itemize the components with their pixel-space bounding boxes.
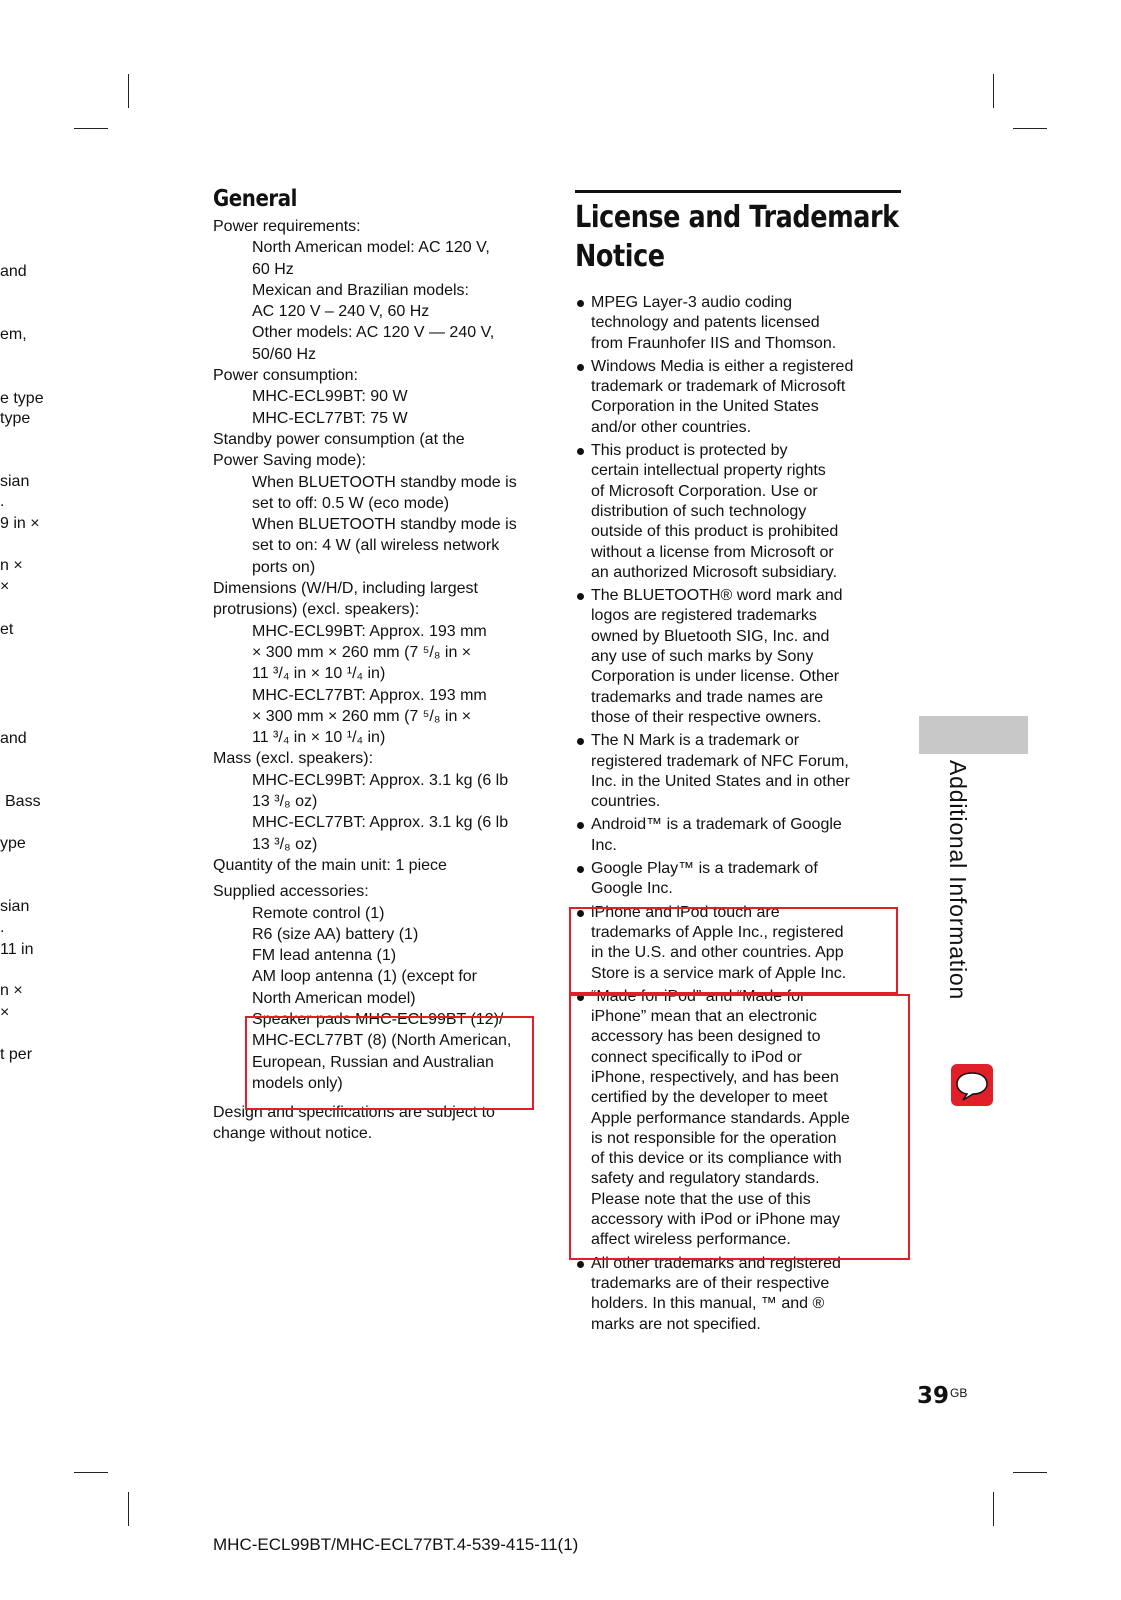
spec-value-line: × 300 mm × 260 mm (7 ⁵/₈ in × bbox=[252, 707, 472, 725]
spec-value-line: MHC-ECL77BT (8) (North American, bbox=[252, 1032, 512, 1050]
spec-value-line: AM loop antenna (1) (except for bbox=[252, 968, 478, 986]
bullet-dot-icon bbox=[577, 738, 584, 745]
bullet-line: “Made for iPod” and “Made for bbox=[591, 987, 806, 1005]
bullet-line: outside of this product is prohibited bbox=[591, 523, 839, 541]
spec-value-line: R6 (size AA) battery (1) bbox=[252, 925, 419, 943]
bullet-line: distribution of such technology bbox=[591, 502, 807, 520]
cut-off-text-fragment: and bbox=[0, 730, 27, 747]
bullet-line: an authorized Microsoft subsidiary. bbox=[591, 563, 838, 581]
closing-line: change without notice. bbox=[213, 1125, 373, 1143]
bullet-dot-icon bbox=[577, 1261, 584, 1268]
bullet-line: Store is a service mark of Apple Inc. bbox=[591, 964, 847, 982]
spec-value-line: North American model) bbox=[252, 989, 416, 1007]
bullet-line: registered trademark of NFC Forum, bbox=[591, 752, 849, 770]
trademark-bullet bbox=[575, 586, 905, 728]
bullet-line: and/or other countries. bbox=[591, 418, 752, 436]
cut-off-text-fragment: × bbox=[0, 578, 10, 595]
spec-value-line: MHC-ECL99BT: 90 W bbox=[252, 388, 408, 406]
cut-off-text-fragment: ype bbox=[0, 835, 26, 852]
cut-off-text-fragment: n × bbox=[0, 982, 23, 999]
crop-mark bbox=[74, 128, 108, 129]
trademark-bullet bbox=[575, 357, 905, 438]
general-specifications bbox=[213, 186, 543, 1144]
crop-mark bbox=[993, 1492, 994, 1526]
cut-off-text-fragment: 9 in × bbox=[0, 515, 40, 532]
spec-value-line: 11 ³/₄ in × 10 ¹/₄ in) bbox=[252, 665, 386, 683]
spec-value-line: set to off: 0.5 W (eco mode) bbox=[252, 494, 450, 512]
bullet-line: accessory has been designed to bbox=[591, 1028, 821, 1046]
bullet-line: of this device or its compliance with bbox=[591, 1150, 842, 1168]
spec-value-line: × 300 mm × 260 mm (7 ⁵/₈ in × bbox=[252, 643, 472, 661]
spec-value-line: Mexican and Brazilian models: bbox=[252, 281, 469, 299]
cut-off-text-fragment: n × bbox=[0, 557, 23, 574]
bullet-line: Google Play™ is a trademark of bbox=[591, 860, 818, 878]
spec-value-line: When BLUETOOTH standby mode is bbox=[252, 473, 517, 491]
bullet-line: is not responsible for the operation bbox=[591, 1129, 837, 1147]
spec-value-line: FM lead antenna (1) bbox=[252, 947, 397, 965]
bullet-line: trademarks of Apple Inc., registered bbox=[591, 923, 844, 941]
spec-value-line: MHC-ECL99BT: Approx. 193 mm bbox=[252, 622, 487, 640]
trademark-bullet bbox=[575, 815, 905, 856]
footer-model-code: MHC-ECL99BT/MHC-ECL77BT.4-539-415-11(1) bbox=[213, 1535, 579, 1554]
spec-value-line: Speaker pads MHC-ECL99BT (12)/ bbox=[252, 1010, 504, 1028]
crop-mark bbox=[74, 1472, 108, 1473]
spec-value-line: set to on: 4 W (all wireless network bbox=[252, 537, 500, 555]
spec-value-line: 11 ³/₄ in × 10 ¹/₄ in) bbox=[252, 729, 386, 747]
cut-off-text-fragment: em, bbox=[0, 326, 27, 343]
spec-value-line: MHC-ECL99BT: Approx. 3.1 kg (6 lb bbox=[252, 771, 509, 789]
cut-off-text-fragment: type bbox=[0, 410, 31, 427]
bullet-line: logos are registered trademarks bbox=[591, 607, 817, 625]
cut-off-text-fragment: t per bbox=[0, 1046, 33, 1063]
spec-value-line: North American model: AC 120 V, bbox=[252, 239, 490, 257]
trademark-bullet bbox=[575, 441, 905, 583]
cut-off-text-fragment: × bbox=[0, 1004, 10, 1021]
spec-value-line: models only) bbox=[252, 1074, 343, 1092]
bullet-line: affect wireless performance. bbox=[591, 1231, 791, 1249]
bullet-line: in the U.S. and other countries. App bbox=[591, 944, 844, 962]
crop-mark bbox=[1013, 128, 1047, 129]
bullet-line: of Microsoft Corporation. Use or bbox=[591, 482, 818, 500]
bullet-line: The N Mark is a trademark or bbox=[591, 732, 800, 750]
bullet-line: trademarks are of their respective bbox=[591, 1274, 830, 1292]
spec-value-line: 50/60 Hz bbox=[252, 345, 317, 363]
bullet-line: holders. In this manual, ™ and ® bbox=[591, 1295, 825, 1313]
bullet-line: safety and regulatory standards. bbox=[591, 1170, 820, 1188]
spec-value-line: When BLUETOOTH standby mode is bbox=[252, 516, 517, 534]
bullet-line: Inc. in the United States and in other bbox=[591, 772, 850, 790]
bullet-dot-icon bbox=[577, 593, 584, 600]
bullet-dot-icon bbox=[577, 866, 584, 873]
bullet-line: Inc. bbox=[591, 836, 617, 854]
bullet-line: This product is protected by bbox=[591, 442, 788, 460]
highlight-box-iphone-trademark bbox=[569, 907, 898, 994]
highlight-box-speaker-pads bbox=[245, 1016, 534, 1110]
bullet-line: trademark or trademark of Microsoft bbox=[591, 378, 846, 396]
spec-label-line: Power requirements: bbox=[213, 218, 361, 235]
cut-off-text-fragment: e type bbox=[0, 390, 44, 407]
section-tab-label: Additional Information bbox=[945, 760, 971, 1001]
bullet-line: Windows Media is either a registered bbox=[591, 357, 854, 375]
spec-value-line: Other models: AC 120 V — 240 V, bbox=[252, 324, 495, 342]
trademark-bullet bbox=[575, 731, 905, 812]
spec-value-line: 13 ³/₈ oz) bbox=[252, 793, 318, 811]
bullet-dot-icon bbox=[577, 364, 584, 371]
cut-off-text-fragment: Bass bbox=[5, 793, 41, 810]
bullet-line: Corporation in the United States bbox=[591, 398, 819, 416]
trademark-bullet bbox=[575, 859, 905, 900]
bullet-line: certain intellectual property rights bbox=[591, 462, 826, 480]
closing-line: Design and specifications are subject to bbox=[213, 1104, 495, 1122]
bullet-line: MPEG Layer-3 audio coding bbox=[591, 294, 792, 311]
cut-off-text-fragment: sian bbox=[0, 898, 30, 915]
bullet-line: owned by Bluetooth SIG, Inc. and bbox=[591, 627, 830, 645]
bullet-line: those of their respective owners. bbox=[591, 708, 822, 726]
spec-label-line: protrusions) (excl. speakers): bbox=[213, 601, 420, 619]
bullet-line: certified by the developer to meet bbox=[591, 1089, 828, 1107]
page-number-suffix: GB bbox=[950, 1386, 968, 1400]
highlight-box-made-for-ipod bbox=[569, 994, 910, 1260]
bullet-dot-icon bbox=[577, 300, 584, 307]
crop-mark bbox=[1013, 1472, 1047, 1473]
previous-column-fragments bbox=[0, 0, 60, 1600]
bullet-line: without a license from Microsoft or bbox=[591, 543, 834, 561]
trademark-bullet bbox=[575, 293, 905, 354]
cut-off-text-fragment: 11 in bbox=[0, 941, 34, 958]
speech-bubble-icon bbox=[951, 1064, 993, 1106]
page-number-value: 39 bbox=[917, 1383, 950, 1409]
cut-off-text-fragment: and bbox=[0, 263, 27, 280]
bullet-line: accessory with iPod or iPhone may bbox=[591, 1211, 840, 1229]
crop-mark bbox=[993, 74, 994, 108]
bullet-line: Android™ is a trademark of Google bbox=[591, 816, 842, 834]
bullet-line: iPhone, respectively, and has been bbox=[591, 1068, 839, 1086]
bullet-line: connect specifically to iPod or bbox=[591, 1048, 802, 1066]
spec-label-line: Power consumption: bbox=[213, 367, 358, 385]
bullet-line: Apple performance standards. Apple bbox=[591, 1109, 850, 1127]
bullet-line: from Fraunhofer IIS and Thomson. bbox=[591, 334, 837, 352]
bullet-line: any use of such marks by Sony bbox=[591, 648, 814, 666]
crop-mark bbox=[128, 74, 129, 108]
spec-list bbox=[213, 216, 543, 1094]
spec-label-line: Supplied accessories: bbox=[213, 883, 369, 901]
bullet-line: Corporation is under license. Other bbox=[591, 668, 840, 686]
bullet-line: countries. bbox=[591, 793, 661, 811]
spec-label-line: Mass (excl. speakers): bbox=[213, 750, 374, 768]
spec-value-line: 60 Hz bbox=[252, 260, 294, 278]
bullet-line: The BLUETOOTH® word mark and bbox=[591, 587, 843, 605]
title-rule bbox=[575, 190, 901, 193]
bullet-dot-icon bbox=[577, 822, 584, 829]
trademark-bullet bbox=[575, 1254, 905, 1335]
bullet-line: marks are not specified. bbox=[591, 1315, 761, 1333]
spec-value-line: MHC-ECL77BT: 75 W bbox=[252, 409, 408, 427]
section-title bbox=[575, 198, 899, 276]
bullet-line: Google Inc. bbox=[591, 880, 673, 898]
section-tab bbox=[919, 716, 1028, 754]
cut-off-text-fragment: sian bbox=[0, 473, 30, 490]
spec-value-line: AC 120 V – 240 V, 60 Hz bbox=[252, 303, 430, 321]
cut-off-text-fragment: . bbox=[0, 493, 5, 510]
bullet-line: technology and patents licensed bbox=[591, 314, 820, 332]
bullet-line: iPhone” mean that an electronic bbox=[591, 1008, 817, 1026]
spec-value-line: MHC-ECL77BT: Approx. 193 mm bbox=[252, 686, 487, 704]
section-heading: General bbox=[213, 186, 298, 212]
title-line: License and Trademark bbox=[575, 200, 899, 235]
spec-value-line: MHC-ECL77BT: Approx. 3.1 kg (6 lb bbox=[252, 814, 509, 832]
cut-off-text-fragment: . bbox=[0, 919, 5, 936]
bullet-line: Please note that the use of this bbox=[591, 1190, 811, 1208]
bullet-line: trademarks and trade names are bbox=[591, 688, 824, 706]
spec-label-line: Dimensions (W/H/D, including largest bbox=[213, 580, 478, 598]
spec-label-line: Standby power consumption (at the bbox=[213, 430, 465, 448]
bullet-line: iPhone and iPod touch are bbox=[591, 903, 780, 921]
spec-value-line: Remote control (1) bbox=[252, 904, 385, 922]
bullet-dot-icon bbox=[577, 448, 584, 455]
title-line: Notice bbox=[575, 239, 665, 274]
spec-value-line: 13 ³/₈ oz) bbox=[252, 835, 318, 853]
spec-label-line: Power Saving mode): bbox=[213, 452, 366, 470]
cut-off-text-fragment: et bbox=[0, 621, 14, 638]
spec-label-line: Quantity of the main unit: 1 piece bbox=[213, 856, 447, 874]
spec-value-line: European, Russian and Australian bbox=[252, 1053, 494, 1071]
spec-value-line: ports on) bbox=[252, 558, 316, 576]
page-number bbox=[917, 1383, 967, 1409]
crop-mark bbox=[128, 1492, 129, 1526]
bullet-line: All other trademarks and registered bbox=[591, 1254, 841, 1272]
